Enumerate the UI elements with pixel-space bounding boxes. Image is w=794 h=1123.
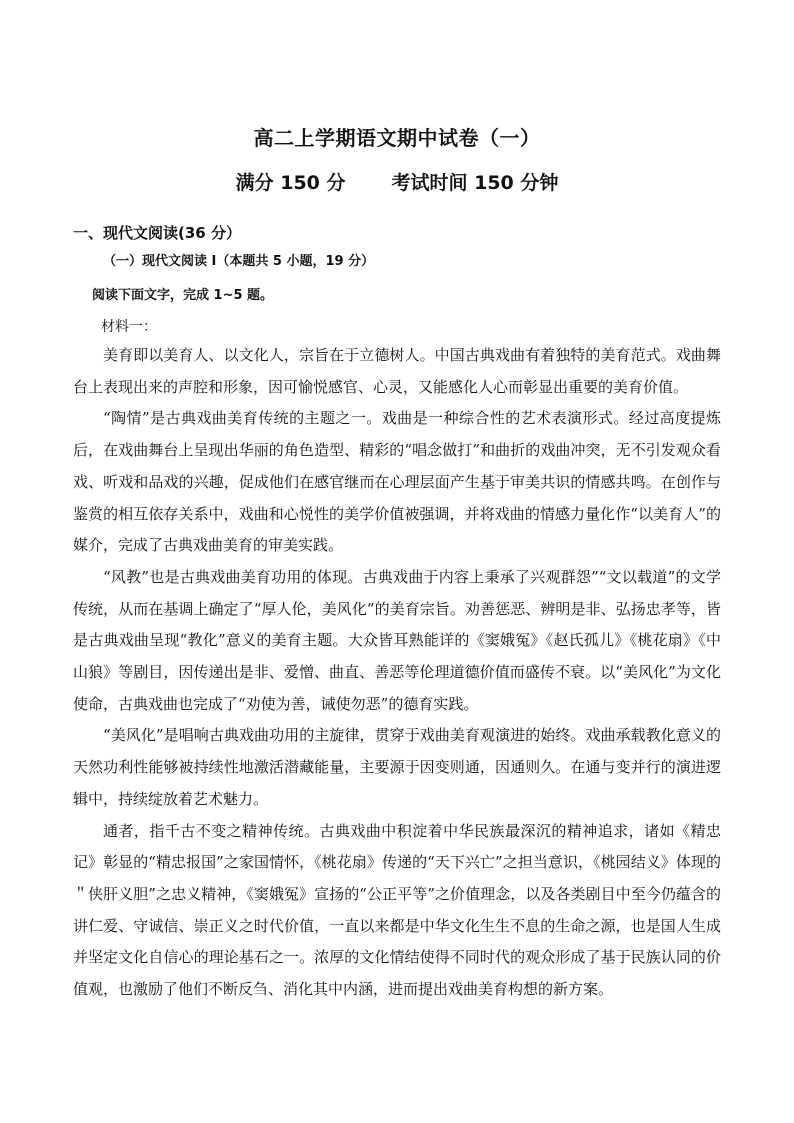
passage-paragraph: 美育即以美育人、以文化人，宗旨在于立德树人。中国古典戏曲有着独特的美育范式。戏曲舞台上表现出来的声腔和形象，因可愉悦感官、心灵，又能感化人心而彰显出重要的美育价值。 (73, 346, 721, 396)
exam-duration: 考试时间 150 分钟 (391, 172, 559, 194)
full-score: 满分 150 分 (235, 172, 346, 194)
passage-paragraph: 通者，指千古不变之精神传统。古典戏曲中积淀着中华民族最深沉的精神追求，诸如《精忠记》彰显的“精忠报国”之家国情怀，《桃花扇》传递的“天下兴亡”之担当意识，《桃园结义》体现的＂侠肝义胆”之忠义精神，《窦娥冤》宣扬的“公正平等”之价值理念，以及各类剧目中至今仍蕴含的讲仁爱、守诚信、崇正义之时代价值，一直以来都是中华文化生生不息的生命之源，也是国人生成并坚定文化自信心的理论基石之一。浓厚的文化情结使得不同时代的观众形成了基于民族认同的价值观，也激励了他们不断反刍、消化其中内涵，进而提出戏曲美育构想的新方案。 (73, 821, 721, 999)
passage-paragraph: “陶情”是古典戏曲美育传统的主题之一。戏曲是一种综合性的艺术表演形式。经过高度提炼后，在戏曲舞台上呈现出华丽的角色造型、精彩的“唱念做打”和曲折的戏曲冲突，无不引发观众看戏、听戏和品戏的兴趣，促成他们在感官继而在心理层面产生基于审美共识的情感共鸣。在创作与鉴赏的相互依存关系中，戏曲和心悦性的美学价值被强调，并将戏曲的情感力量化作“以美育人”的媒介，完成了古典戏曲美育的审美实践。 (73, 409, 721, 555)
exam-title: 高二上学期语文期中试卷（一） (253, 126, 541, 150)
subsection-heading: （一）现代文阅读 I（本题共 5 小题，19 分） (103, 254, 375, 269)
passage-paragraph: “风教”也是古典戏曲美育功用的体现。古典戏曲于内容上秉承了兴观群怨”“文以载道”的文学传统，从而在基调上确定了“厚人伦，美风化”的美育宗旨。劝善惩恶、辨明是非、弘扬忠孝等，皆是古典戏曲呈现“教化”意义的美育主题。大众皆耳熟能详的《窦娥冤》《赵氏孤儿》《桃花扇》《中山狼》等剧目，因传递出是非、爱憎、曲直、善恶等伦理道德价值而盛传不衰。以“美风化”为文化使命，古典戏曲也完成了“劝使为善，诫使勿恶”的德育实践。 (73, 567, 721, 713)
exam-info-line (0, 168, 794, 195)
section-heading: 一、现代文阅读(36 分） (73, 224, 241, 242)
material-label: 材料一： (101, 319, 157, 335)
passage-paragraph: “美风化”是唱响古典戏曲功用的主旋律，贯穿于戏曲美育观演进的始终。戏曲承载教化意义的天然功利性能够被持续性地激活潜藏能量，主要源于因变则通，因通则久。在通与变并行的演进逻辑中，持续绽放着艺术魅力。 (73, 726, 721, 808)
passage-body (73, 340, 721, 1006)
reading-instruction: 阅读下面文字，完成 1~5 题。 (92, 288, 274, 303)
